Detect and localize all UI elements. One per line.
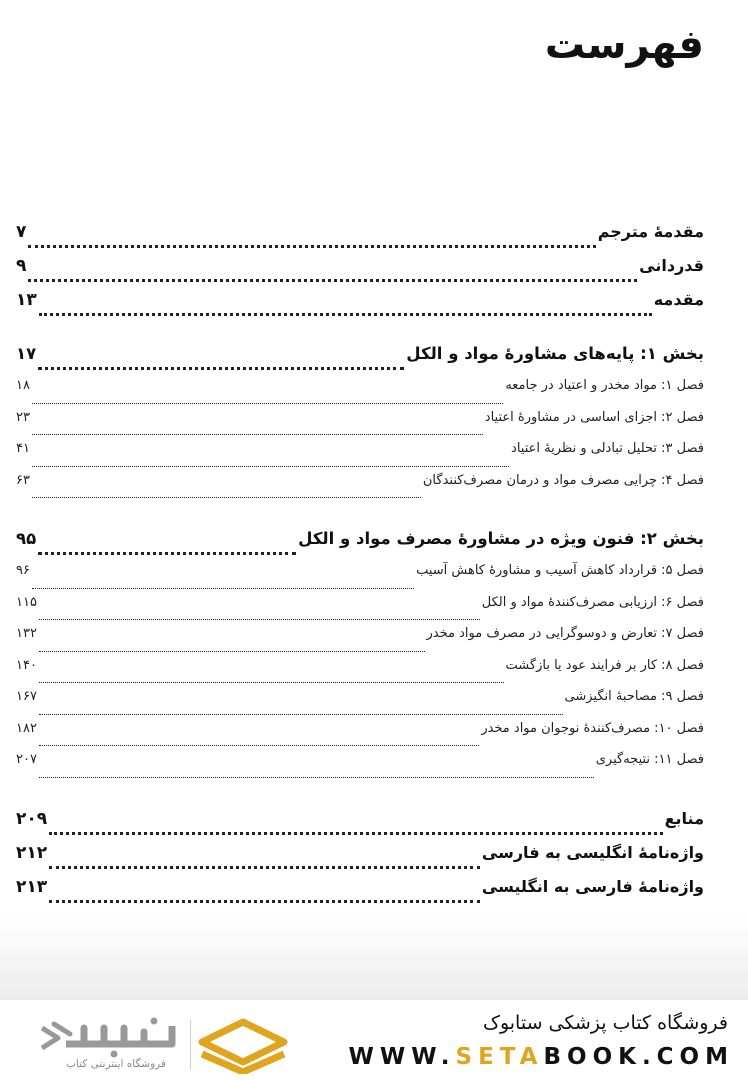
dot-leader [49, 832, 662, 835]
store-footer-banner [0, 1000, 748, 1080]
toc-chapter-5[interactable] [16, 563, 704, 595]
dot-leader [39, 714, 563, 715]
toc-entry-label: واژه‌نامهٔ انگلیسی به فارسی [481, 842, 704, 862]
dot-leader [32, 403, 503, 404]
table-of-contents [16, 222, 704, 911]
toc-entry-introduction[interactable] [16, 290, 704, 324]
toc-entry-page: ۱۷ [16, 344, 37, 363]
toc-entry-label: فصل ۶: ارزیابی مصرف‌کنندهٔ مواد و الکل [481, 594, 704, 610]
toc-entry-page: ۲۰۷ [16, 752, 37, 767]
toc-part-1[interactable] [16, 344, 704, 378]
dot-leader [39, 619, 480, 620]
dot-leader [49, 866, 480, 869]
toc-entry-acknowledgements[interactable] [16, 256, 704, 290]
toc-entry-glossary-fa-en[interactable] [16, 877, 704, 911]
toc-entry-page: ۹۵ [16, 529, 37, 548]
toc-entry-label: مقدمهٔ مترجم [597, 222, 704, 241]
dot-leader [32, 466, 509, 467]
toc-chapter-4[interactable] [16, 473, 704, 505]
toc-entry-page: ۲۱۲ [16, 842, 48, 863]
toc-chapter-1[interactable] [16, 378, 704, 410]
toc-entry-label: فصل ۲: اجزای اساسی در مشاورهٔ اعتیاد [484, 409, 704, 425]
page-title: فهرست [544, 22, 704, 68]
toc-entry-page: ۱۶۷ [16, 689, 37, 704]
toc-entry-translator-preface[interactable] [16, 222, 704, 256]
toc-chapter-11[interactable] [16, 752, 704, 784]
toc-entry-references[interactable] [16, 809, 704, 843]
store-url-suffix: BOOK.COM [543, 1044, 734, 1070]
dot-leader [32, 588, 414, 589]
toc-entry-label: واژه‌نامهٔ فارسی به انگلیسی [481, 876, 704, 896]
setabook-logo-wordmark [32, 1014, 182, 1060]
toc-entry-page: ۲۱۳ [16, 876, 48, 897]
toc-chapter-7[interactable] [16, 626, 704, 658]
dot-leader [39, 682, 504, 683]
store-url[interactable] [349, 1044, 734, 1070]
toc-entry-label: فصل ۱: مواد مخدر و اعتیاد در جامعه [505, 378, 704, 393]
toc-entry-label: فصل ۸: کار بر فرایند عود یا بازگشت [505, 657, 704, 673]
toc-entry-label: فصل ۳: تحلیل تبادلی و نظریهٔ اعتیاد [511, 441, 704, 456]
toc-entry-label: منابع [664, 808, 704, 828]
toc-entry-page: ۹ [16, 256, 27, 276]
toc-entry-page: ۱۸۲ [16, 720, 37, 736]
toc-chapter-6[interactable] [16, 595, 704, 627]
toc-entry-glossary-en-fa[interactable] [16, 843, 704, 877]
toc-entry-page: ۱۸ [16, 378, 30, 393]
toc-entry-label: فصل ۵: قرارداد کاهش آسیب و مشاورهٔ کاهش آسیب [416, 563, 704, 578]
toc-entry-label: فصل ۴: چرایی مصرف مواد و درمان مصرف‌کنندگان [422, 472, 704, 488]
setabook-logo-icon [198, 1018, 288, 1074]
toc-entry-page: ۲۳ [16, 409, 30, 425]
toc-entry-page: ۱۴۰ [16, 657, 37, 673]
toc-entry-page: ۶۳ [16, 472, 30, 488]
dot-leader [38, 552, 296, 555]
page-bottom-shadow [0, 915, 748, 1000]
dot-leader [49, 900, 480, 903]
toc-entry-label: فصل ۹: مصاحبهٔ انگیزشی [564, 689, 704, 704]
dot-leader [39, 745, 479, 746]
toc-entry-page: ۱۳۲ [16, 626, 37, 641]
dot-leader [39, 313, 652, 316]
store-url-highlight: SETA [455, 1044, 544, 1070]
toc-entry-label: بخش ۲: فنون ویژه در مشاورهٔ مصرف مواد و الکل [298, 529, 704, 548]
dot-leader [28, 279, 637, 282]
toc-part-2[interactable] [16, 529, 704, 563]
toc-chapter-3[interactable] [16, 441, 704, 473]
toc-entry-label: قدردانی [639, 256, 704, 275]
dot-leader [39, 777, 594, 778]
toc-entry-label: فصل ۱۰: مصرف‌کنندهٔ نوجوان مواد مخدر [481, 720, 704, 736]
toc-chapter-10[interactable] [16, 721, 704, 753]
toc-entry-page: ۱۱۵ [16, 594, 37, 610]
dot-leader [39, 651, 425, 652]
toc-entry-label: مقدمه [653, 290, 704, 309]
toc-chapter-8[interactable] [16, 658, 704, 690]
toc-entry-page: ۷ [16, 222, 27, 242]
dot-leader [28, 245, 595, 248]
store-name: فروشگاه کتاب پزشکی ستابوک [482, 1012, 728, 1034]
store-url-prefix: WWW. [348, 1044, 456, 1070]
dot-leader [32, 497, 421, 498]
toc-entry-page: ۲۰۹ [16, 808, 48, 829]
toc-entry-label: بخش ۱: پایه‌های مشاورهٔ مواد و الکل [406, 344, 704, 363]
logo-divider [190, 1020, 191, 1070]
toc-chapter-2[interactable] [16, 410, 704, 442]
toc-entry-label: فصل ۱۱: نتیجه‌گیری [595, 752, 704, 767]
toc-chapter-9[interactable] [16, 689, 704, 721]
dot-leader [38, 367, 404, 370]
logo-tagline: فروشگاه اینترنتی کتاب [66, 1058, 166, 1070]
dot-leader [32, 434, 483, 435]
toc-entry-page: ۹۶ [16, 563, 30, 578]
toc-entry-page: ۱۳ [16, 290, 37, 310]
toc-entry-label: فصل ۷: تعارض و دوسوگرایی در مصرف مواد مخدر [426, 626, 704, 641]
toc-entry-page: ۴۱ [16, 441, 30, 456]
